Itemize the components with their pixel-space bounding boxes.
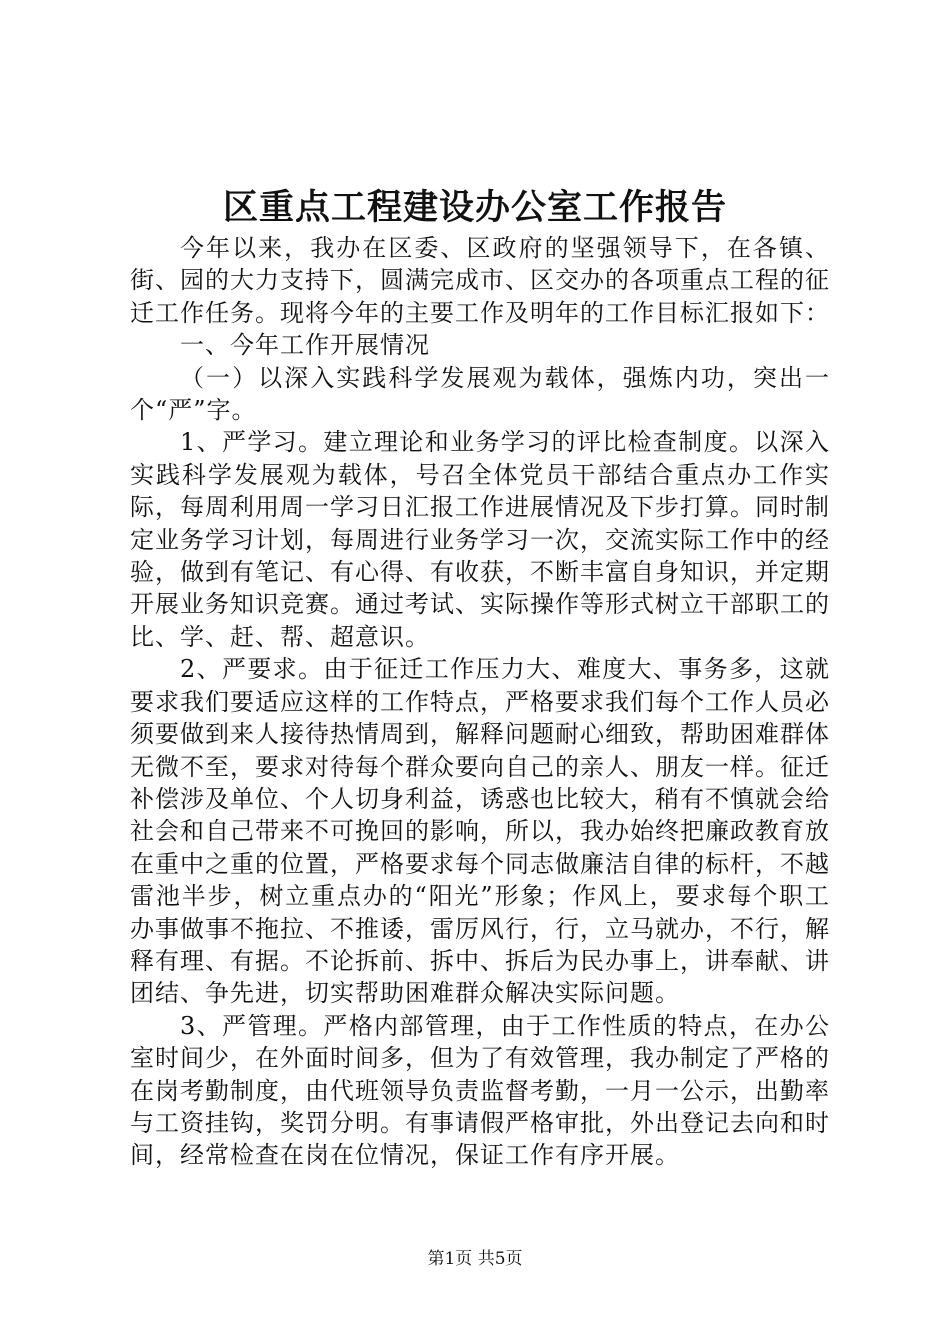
paragraph-study: 1、严学习。建立理论和业务学习的评比检查制度。以深入实践科学发展观为载体，号召全体党员干部结合重点办工作实际，每周利用周一学习日汇报工作进展情况及下步打算。同时制定业务学习计划，每周进行业务学习一次，交流实际工作中的经验，做到有笔记、有心得、有收获，不断丰富自身知识，并定期开展业务知识竞赛。通过考试、实际操作等形式树立干部职工的比、学、赶、帮、超意识。 — [130, 428, 830, 651]
paragraph-management: 3、严管理。严格内部管理，由于工作性质的特点，在办公室时间少，在外面时间多，但为了有效管理，我办制定了严格的在岗考勤制度，由代班领导负责监督考勤，一月一公示，出勤率与工资挂钩，奖罚分明。有事请假严格审批，外出登记去向和时间，经常检查在岗在位情况，保证工作有序开展。 — [130, 1011, 830, 1170]
document-body — [130, 232, 830, 1172]
subsection-heading-1: （一）以深入实践科学发展观为载体，强炼内功，突出一个“严”字。 — [130, 363, 830, 425]
page-footer: 第1页 共5页 — [427, 1249, 523, 1269]
paragraph-requirements: 2、严要求。由于征迁工作压力大、难度大、事务多，这就要求我们要适应这样的工作特点，严格要求我们每个工作人员必须要做到来人接待热情周到，解释问题耐心细致，帮助困难群体无微不至，要求对待每个群众要向自己的亲人、朋友一样。征迁补偿涉及单位、个人切身利益，诱惑也比较大，稍有不慎就会给社会和自己带来不可挽回的影响，所以，我办始终把廉政教育放在重中之重的位置，严格要求每个同志做廉洁自律的标杆，不越雷池半步，树立重点办的“阳光”形象；作风上，要求每个职工办事做事不拖拉、不推诿，雷厉风行，行，立马就办，不行，解释有理、有据。不论拆前、拆中、拆后为民办事上，讲奉献、讲团结、争先进，切实帮助困难群众解决实际问题。 — [130, 655, 830, 1008]
section-heading-1: 一、今年工作开展情况 — [180, 331, 430, 360]
paragraph-intro: 今年以来，我办在区委、区政府的坚强领导下，在各镇、街、园的大力支持下，圆满完成市、区交办的各项重点工程的征迁工作任务。现将今年的主要工作及明年的工作目标汇报如下： — [130, 234, 830, 327]
document-title: 区重点工程建设办公室工作报告 — [222, 187, 727, 228]
